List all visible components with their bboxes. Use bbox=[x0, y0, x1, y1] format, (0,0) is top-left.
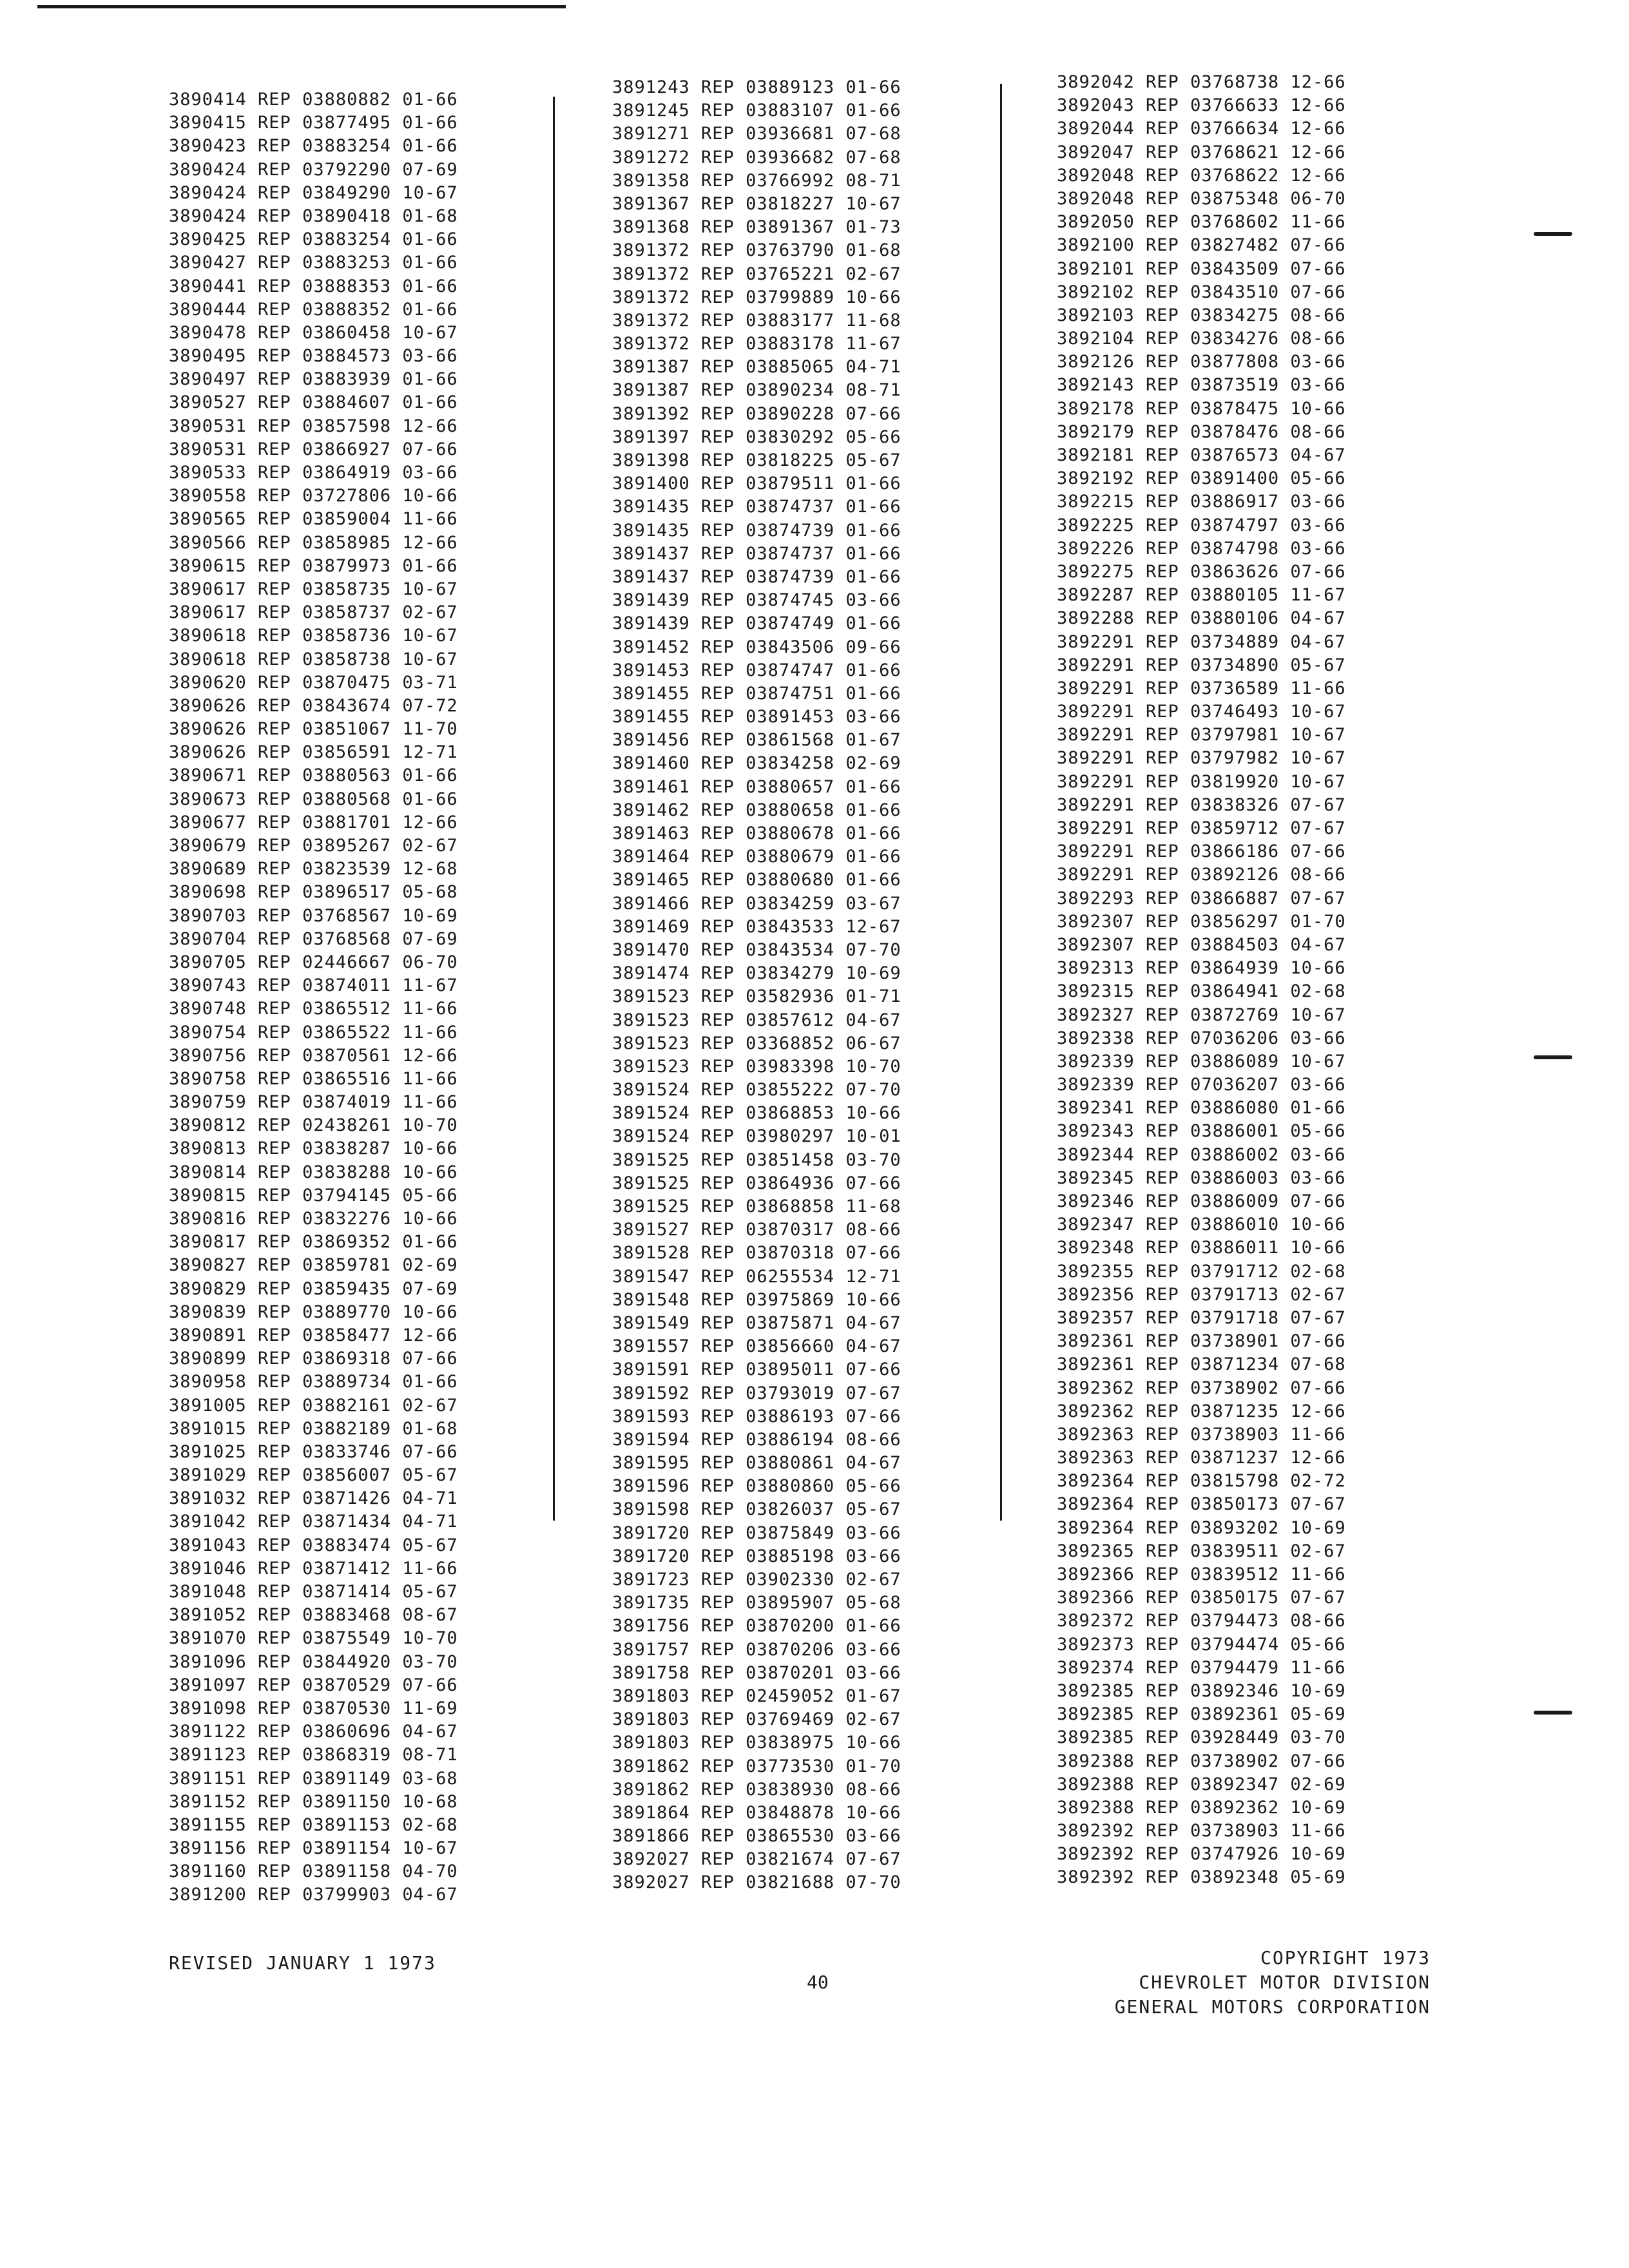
part-entry: 3892366 REP 03850175 07-67 bbox=[1057, 1588, 1346, 1608]
corporation-line: GENERAL MOTORS CORPORATION bbox=[1114, 1996, 1431, 2017]
part-entry: 3892388 REP 03892347 02-69 bbox=[1057, 1774, 1346, 1794]
part-entry: 3892345 REP 03886003 03-66 bbox=[1057, 1168, 1346, 1188]
part-entry: 3891437 REP 03874737 01-66 bbox=[612, 543, 901, 564]
part-entry: 3892365 REP 03839511 02-67 bbox=[1057, 1541, 1346, 1561]
part-entry: 3891400 REP 03879511 01-66 bbox=[612, 474, 901, 494]
part-entry: 3892215 REP 03886917 03-66 bbox=[1057, 492, 1346, 512]
part-entry: 3890704 REP 03768568 07-69 bbox=[169, 928, 458, 949]
part-entry: 3890817 REP 03869352 01-66 bbox=[169, 1232, 458, 1253]
part-entry: 3891524 REP 03980297 10-01 bbox=[612, 1126, 901, 1147]
part-entry: 3892044 REP 03766634 12-66 bbox=[1057, 119, 1346, 139]
part-entry: 3890424 REP 03849290 10-67 bbox=[169, 182, 458, 203]
edge-mark bbox=[1534, 232, 1572, 236]
part-entry: 3891122 REP 03860696 04-67 bbox=[169, 1722, 458, 1742]
part-entry: 3891152 REP 03891150 10-68 bbox=[169, 1791, 458, 1812]
part-entry: 3892363 REP 03738903 11-66 bbox=[1057, 1424, 1346, 1445]
part-entry: 3891435 REP 03874739 01-66 bbox=[612, 520, 901, 541]
part-entry: 3890743 REP 03874011 11-67 bbox=[169, 975, 458, 996]
part-entry: 3891435 REP 03874737 01-66 bbox=[612, 497, 901, 517]
part-entry: 3891097 REP 03870529 07-66 bbox=[169, 1675, 458, 1695]
part-entry: 3892356 REP 03791713 02-67 bbox=[1057, 1284, 1346, 1305]
division-line: CHEVROLET MOTOR DIVISION bbox=[1139, 1972, 1431, 1993]
part-entry: 3892392 REP 03747926 10-69 bbox=[1057, 1844, 1346, 1865]
part-entry: 3892339 REP 03886089 10-67 bbox=[1057, 1051, 1346, 1072]
part-entry: 3892291 REP 03734890 05-67 bbox=[1057, 655, 1346, 675]
part-entry: 3891070 REP 03875549 10-70 bbox=[169, 1628, 458, 1649]
copyright-line: COPYRIGHT 1973 bbox=[1260, 1947, 1431, 1968]
part-entry: 3892364 REP 03815798 02-72 bbox=[1057, 1471, 1346, 1492]
part-entry: 3891043 REP 03883474 05-67 bbox=[169, 1535, 458, 1555]
part-entry: 3892348 REP 03886011 10-66 bbox=[1057, 1238, 1346, 1258]
part-entry: 3892372 REP 03794473 08-66 bbox=[1057, 1611, 1346, 1631]
part-entry: 3892385 REP 03892361 05-69 bbox=[1057, 1704, 1346, 1725]
part-entry: 3892363 REP 03871237 12-66 bbox=[1057, 1448, 1346, 1468]
part-entry: 3892388 REP 03892362 10-69 bbox=[1057, 1797, 1346, 1818]
part-entry: 3892291 REP 03819920 10-67 bbox=[1057, 771, 1346, 792]
part-entry: 3892048 REP 03768622 12-66 bbox=[1057, 165, 1346, 186]
part-entry: 3891862 REP 03838930 08-66 bbox=[612, 1779, 901, 1800]
part-entry: 3890533 REP 03864919 03-66 bbox=[169, 463, 458, 483]
part-entry: 3890754 REP 03865522 11-66 bbox=[169, 1022, 458, 1043]
part-entry: 3891756 REP 03870200 01-66 bbox=[612, 1616, 901, 1637]
part-entry: 3891720 REP 03875849 03-66 bbox=[612, 1523, 901, 1543]
part-entry: 3891387 REP 03890234 08-71 bbox=[612, 380, 901, 401]
part-entry: 3891456 REP 03861568 01-67 bbox=[612, 730, 901, 751]
part-entry: 3892050 REP 03768602 11-66 bbox=[1057, 212, 1346, 233]
part-entry: 3890705 REP 02446667 06-70 bbox=[169, 952, 458, 972]
part-entry: 3892181 REP 03876573 04-67 bbox=[1057, 445, 1346, 465]
part-entry: 3892364 REP 03893202 10-69 bbox=[1057, 1517, 1346, 1538]
part-entry: 3891032 REP 03871426 04-71 bbox=[169, 1488, 458, 1509]
part-entry: 3891052 REP 03883468 08-67 bbox=[169, 1605, 458, 1626]
part-entry: 3892327 REP 03872769 10-67 bbox=[1057, 1004, 1346, 1025]
part-entry: 3890677 REP 03881701 12-66 bbox=[169, 812, 458, 832]
part-entry: 3891025 REP 03833746 07-66 bbox=[169, 1441, 458, 1462]
part-entry: 3891372 REP 03883178 11-67 bbox=[612, 334, 901, 354]
part-entry: 3891272 REP 03936682 07-68 bbox=[612, 147, 901, 168]
part-entry: 3891463 REP 03880678 01-66 bbox=[612, 823, 901, 843]
part-entry: 3891098 REP 03870530 11-69 bbox=[169, 1698, 458, 1718]
part-entry: 3891452 REP 03843506 09-66 bbox=[612, 637, 901, 657]
part-entry: 3890424 REP 03890418 01-68 bbox=[169, 206, 458, 226]
part-entry: 3890626 REP 03851067 11-70 bbox=[169, 719, 458, 740]
part-entry: 3892293 REP 03866887 07-67 bbox=[1057, 888, 1346, 908]
part-entry: 3891803 REP 03838975 10-66 bbox=[612, 1733, 901, 1753]
part-entry: 3891048 REP 03871414 05-67 bbox=[169, 1582, 458, 1602]
part-entry: 3891803 REP 02459052 01-67 bbox=[612, 1686, 901, 1706]
part-entry: 3892373 REP 03794474 05-66 bbox=[1057, 1634, 1346, 1655]
part-entry: 3891524 REP 03855222 07-70 bbox=[612, 1080, 901, 1100]
part-entry: 3891245 REP 03883107 01-66 bbox=[612, 101, 901, 121]
part-entry: 3892364 REP 03850173 07-67 bbox=[1057, 1494, 1346, 1515]
part-entry: 3890827 REP 03859781 02-69 bbox=[169, 1255, 458, 1276]
part-entry: 3892291 REP 03866186 07-66 bbox=[1057, 841, 1346, 862]
part-entry: 3890558 REP 03727806 10-66 bbox=[169, 486, 458, 506]
part-entry: 3890424 REP 03792290 07-69 bbox=[169, 159, 458, 180]
part-entry: 3891367 REP 03818227 10-67 bbox=[612, 193, 901, 214]
part-entry: 3890812 REP 02438261 10-70 bbox=[169, 1115, 458, 1136]
part-entry: 3892287 REP 03880105 11-67 bbox=[1057, 585, 1346, 606]
part-entry: 3891096 REP 03844920 03-70 bbox=[169, 1651, 458, 1672]
part-entry: 3890531 REP 03866927 07-66 bbox=[169, 439, 458, 459]
part-entry: 3891387 REP 03885065 04-71 bbox=[612, 357, 901, 378]
part-entry: 3890444 REP 03888352 01-66 bbox=[169, 299, 458, 320]
part-entry: 3891523 REP 03582936 01-71 bbox=[612, 986, 901, 1007]
part-entry: 3892042 REP 03768738 12-66 bbox=[1057, 72, 1346, 92]
part-entry: 3890423 REP 03883254 01-66 bbox=[169, 136, 458, 157]
part-entry: 3892307 REP 03884503 04-67 bbox=[1057, 934, 1346, 955]
part-entry: 3890620 REP 03870475 03-71 bbox=[169, 672, 458, 693]
part-entry: 3890815 REP 03794145 05-66 bbox=[169, 1185, 458, 1206]
part-entry: 3892313 REP 03864939 10-66 bbox=[1057, 958, 1346, 979]
part-entry: 3891525 REP 03864936 07-66 bbox=[612, 1173, 901, 1193]
part-entry: 3892288 REP 03880106 04-67 bbox=[1057, 608, 1346, 629]
part-entry: 3892103 REP 03834275 08-66 bbox=[1057, 305, 1346, 325]
edge-mark bbox=[1534, 1055, 1572, 1059]
part-entry: 3890495 REP 03884573 03-66 bbox=[169, 346, 458, 367]
part-entry: 3891591 REP 03895011 07-66 bbox=[612, 1360, 901, 1380]
part-entry: 3891803 REP 03769469 02-67 bbox=[612, 1709, 901, 1730]
part-entry: 3890748 REP 03865512 11-66 bbox=[169, 999, 458, 1019]
page-number: 40 bbox=[807, 1972, 829, 1993]
part-entry: 3891723 REP 03902330 02-67 bbox=[612, 1570, 901, 1590]
part-entry: 3892355 REP 03791712 02-68 bbox=[1057, 1261, 1346, 1282]
part-entry: 3891123 REP 03868319 08-71 bbox=[169, 1745, 458, 1765]
part-entry: 3891271 REP 03936681 07-68 bbox=[612, 124, 901, 144]
part-entry: 3890814 REP 03838288 10-66 bbox=[169, 1162, 458, 1182]
part-entry: 3890478 REP 03860458 10-67 bbox=[169, 322, 458, 343]
part-entry: 3890891 REP 03858477 12-66 bbox=[169, 1325, 458, 1345]
part-entry: 3891595 REP 03880861 04-67 bbox=[612, 1453, 901, 1474]
part-entry: 3892275 REP 03863626 07-66 bbox=[1057, 561, 1346, 582]
part-entry: 3892291 REP 03797982 10-67 bbox=[1057, 748, 1346, 769]
part-entry: 3892291 REP 03797981 10-67 bbox=[1057, 725, 1346, 745]
part-entry: 3891594 REP 03886194 08-66 bbox=[612, 1429, 901, 1450]
part-entry: 3891368 REP 03891367 01-73 bbox=[612, 217, 901, 238]
part-entry: 3891593 REP 03886193 07-66 bbox=[612, 1406, 901, 1427]
part-entry: 3892338 REP 07036206 03-66 bbox=[1057, 1028, 1346, 1048]
part-entry: 3891864 REP 03848878 10-66 bbox=[612, 1802, 901, 1823]
part-entry: 3890626 REP 03856591 12-71 bbox=[169, 742, 458, 763]
part-entry: 3890414 REP 03880882 01-66 bbox=[169, 90, 458, 110]
part-entry: 3891465 REP 03880680 01-66 bbox=[612, 870, 901, 890]
part-entry: 3891358 REP 03766992 08-71 bbox=[612, 170, 901, 191]
part-entry: 3890618 REP 03858736 10-67 bbox=[169, 626, 458, 646]
part-entry: 3890427 REP 03883253 01-66 bbox=[169, 253, 458, 273]
part-entry: 3891392 REP 03890228 07-66 bbox=[612, 403, 901, 424]
part-entry: 3891735 REP 03895907 05-68 bbox=[612, 1593, 901, 1613]
part-entry: 3891160 REP 03891158 04-70 bbox=[169, 1861, 458, 1882]
part-entry: 3891549 REP 03875871 04-67 bbox=[612, 1312, 901, 1333]
part-entry: 3891592 REP 03793019 07-67 bbox=[612, 1383, 901, 1403]
part-entry: 3890565 REP 03859004 11-66 bbox=[169, 509, 458, 530]
part-entry: 3891757 REP 03870206 03-66 bbox=[612, 1639, 901, 1660]
part-entry: 3892388 REP 03738902 07-66 bbox=[1057, 1751, 1346, 1771]
part-entry: 3890615 REP 03879973 01-66 bbox=[169, 555, 458, 576]
part-entry: 3891862 REP 03773530 01-70 bbox=[612, 1756, 901, 1776]
revision-date: REVISED JANUARY 1 1973 bbox=[169, 1952, 436, 1974]
part-entry: 3890679 REP 03895267 02-67 bbox=[169, 836, 458, 856]
part-entry: 3891470 REP 03843534 07-70 bbox=[612, 939, 901, 960]
part-entry: 3892385 REP 03928449 03-70 bbox=[1057, 1727, 1346, 1748]
part-entry: 3892226 REP 03874798 03-66 bbox=[1057, 538, 1346, 559]
part-entry: 3890698 REP 03896517 05-68 bbox=[169, 882, 458, 903]
part-entry: 3892043 REP 03766633 12-66 bbox=[1057, 95, 1346, 116]
part-entry: 3891439 REP 03874745 03-66 bbox=[612, 590, 901, 611]
part-entry: 3892100 REP 03827482 07-66 bbox=[1057, 235, 1346, 256]
part-entry: 3890703 REP 03768567 10-69 bbox=[169, 905, 458, 926]
part-entry: 3892178 REP 03878475 10-66 bbox=[1057, 398, 1346, 419]
part-entry: 3892126 REP 03877808 03-66 bbox=[1057, 352, 1346, 372]
part-entry: 3891372 REP 03763790 01-68 bbox=[612, 240, 901, 261]
part-entry: 3891372 REP 03883177 11-68 bbox=[612, 310, 901, 331]
part-entry: 3891524 REP 03868853 10-66 bbox=[612, 1103, 901, 1124]
part-entry: 3890839 REP 03889770 10-66 bbox=[169, 1302, 458, 1322]
part-entry: 3891466 REP 03834259 03-67 bbox=[612, 893, 901, 914]
part-entry: 3890756 REP 03870561 12-66 bbox=[169, 1045, 458, 1066]
part-entry: 3892307 REP 03856297 01-70 bbox=[1057, 911, 1346, 932]
copyright-block bbox=[1115, 1946, 1431, 2019]
part-entry: 3891029 REP 03856007 05-67 bbox=[169, 1465, 458, 1486]
part-entry: 3892143 REP 03873519 03-66 bbox=[1057, 375, 1346, 396]
part-entry: 3891042 REP 03871434 04-71 bbox=[169, 1512, 458, 1532]
part-entry: 3892291 REP 03746493 10-67 bbox=[1057, 702, 1346, 722]
part-entry: 3892361 REP 03738901 07-66 bbox=[1057, 1331, 1346, 1352]
part-entry: 3890899 REP 03869318 07-66 bbox=[169, 1349, 458, 1369]
edge-mark bbox=[1534, 1711, 1572, 1715]
part-entry: 3891455 REP 03874751 01-66 bbox=[612, 683, 901, 704]
part-entry: 3891527 REP 03870317 08-66 bbox=[612, 1220, 901, 1240]
parts-column-1 bbox=[169, 88, 458, 1907]
part-entry: 3891155 REP 03891153 02-68 bbox=[169, 1814, 458, 1835]
part-entry: 3892385 REP 03892346 10-69 bbox=[1057, 1680, 1346, 1701]
part-entry: 3892291 REP 03892126 08-66 bbox=[1057, 865, 1346, 885]
part-entry: 3891469 REP 03843533 12-67 bbox=[612, 916, 901, 937]
part-entry: 3892291 REP 03734889 04-67 bbox=[1057, 631, 1346, 652]
part-entry: 3891015 REP 03882189 01-68 bbox=[169, 1418, 458, 1439]
part-entry: 3891720 REP 03885198 03-66 bbox=[612, 1546, 901, 1566]
part-entry: 3892346 REP 03886009 07-66 bbox=[1057, 1191, 1346, 1211]
part-entry: 3891548 REP 03975869 10-66 bbox=[612, 1289, 901, 1310]
part-entry: 3890813 REP 03838287 10-66 bbox=[169, 1139, 458, 1159]
part-entry: 3891156 REP 03891154 10-67 bbox=[169, 1838, 458, 1859]
part-entry: 3891372 REP 03765221 02-67 bbox=[612, 264, 901, 284]
part-entry: 3890689 REP 03823539 12-68 bbox=[169, 859, 458, 879]
part-entry: 3891453 REP 03874747 01-66 bbox=[612, 660, 901, 680]
part-entry: 3892027 REP 03821674 07-67 bbox=[612, 1849, 901, 1870]
part-entry: 3891243 REP 03889123 01-66 bbox=[612, 77, 901, 97]
part-entry: 3891397 REP 03830292 05-66 bbox=[612, 427, 901, 447]
column-divider-1 bbox=[553, 97, 555, 1521]
part-entry: 3892291 REP 03736589 11-66 bbox=[1057, 678, 1346, 698]
part-entry: 3892192 REP 03891400 05-66 bbox=[1057, 468, 1346, 489]
parts-column-3 bbox=[1057, 71, 1346, 1890]
part-entry: 3891523 REP 03857612 04-67 bbox=[612, 1010, 901, 1030]
part-entry: 3892357 REP 03791718 07-67 bbox=[1057, 1307, 1346, 1328]
part-entry: 3892362 REP 03871235 12-66 bbox=[1057, 1401, 1346, 1421]
part-entry: 3891758 REP 03870201 03-66 bbox=[612, 1662, 901, 1683]
part-entry: 3890425 REP 03883254 01-66 bbox=[169, 229, 458, 250]
part-entry: 3890531 REP 03857598 12-66 bbox=[169, 416, 458, 436]
part-entry: 3892392 REP 03892348 05-69 bbox=[1057, 1867, 1346, 1888]
column-divider-2 bbox=[1000, 84, 1002, 1521]
part-entry: 3890617 REP 03858735 10-67 bbox=[169, 579, 458, 599]
part-entry: 3891523 REP 03368852 06-67 bbox=[612, 1033, 901, 1053]
part-entry: 3891866 REP 03865530 03-66 bbox=[612, 1826, 901, 1847]
part-entry: 3890758 REP 03865516 11-66 bbox=[169, 1068, 458, 1089]
part-entry: 3890617 REP 03858737 02-67 bbox=[169, 602, 458, 623]
part-entry: 3890415 REP 03877495 01-66 bbox=[169, 113, 458, 133]
part-entry: 3890673 REP 03880568 01-66 bbox=[169, 789, 458, 809]
part-entry: 3892341 REP 03886080 01-66 bbox=[1057, 1098, 1346, 1119]
part-entry: 3892047 REP 03768621 12-66 bbox=[1057, 142, 1346, 162]
part-entry: 3891398 REP 03818225 05-67 bbox=[612, 450, 901, 470]
part-entry: 3890626 REP 03843674 07-72 bbox=[169, 695, 458, 716]
part-entry: 3891523 REP 03983398 10-70 bbox=[612, 1056, 901, 1077]
part-entry: 3891372 REP 03799889 10-66 bbox=[612, 287, 901, 307]
part-entry: 3890497 REP 03883939 01-66 bbox=[169, 369, 458, 390]
part-entry: 3892361 REP 03871234 07-68 bbox=[1057, 1354, 1346, 1375]
part-entry: 3891525 REP 03851458 03-70 bbox=[612, 1149, 901, 1170]
part-entry: 3890759 REP 03874019 11-66 bbox=[169, 1092, 458, 1113]
part-entry: 3890829 REP 03859435 07-69 bbox=[169, 1278, 458, 1299]
part-entry: 3891437 REP 03874739 01-66 bbox=[612, 566, 901, 587]
part-entry: 3892027 REP 03821688 07-70 bbox=[612, 1872, 901, 1893]
part-entry: 3891528 REP 03870318 07-66 bbox=[612, 1243, 901, 1264]
part-entry: 3892291 REP 03838326 07-67 bbox=[1057, 794, 1346, 815]
part-entry: 3891547 REP 06255534 12-71 bbox=[612, 1266, 901, 1287]
part-entry: 3892374 REP 03794479 11-66 bbox=[1057, 1657, 1346, 1678]
part-entry: 3892315 REP 03864941 02-68 bbox=[1057, 981, 1346, 1002]
part-entry: 3892179 REP 03878476 08-66 bbox=[1057, 421, 1346, 442]
part-entry: 3892344 REP 03886002 03-66 bbox=[1057, 1144, 1346, 1165]
part-entry: 3892291 REP 03859712 07-67 bbox=[1057, 818, 1346, 838]
part-entry: 3891596 REP 03880860 05-66 bbox=[612, 1476, 901, 1497]
part-entry: 3892225 REP 03874797 03-66 bbox=[1057, 515, 1346, 535]
part-entry: 3892347 REP 03886010 10-66 bbox=[1057, 1215, 1346, 1235]
part-entry: 3891200 REP 03799903 04-67 bbox=[169, 1885, 458, 1905]
part-entry: 3891439 REP 03874749 01-66 bbox=[612, 613, 901, 634]
part-entry: 3890441 REP 03888353 01-66 bbox=[169, 276, 458, 296]
part-entry: 3890566 REP 03858985 12-66 bbox=[169, 532, 458, 553]
top-rule bbox=[37, 5, 566, 8]
part-entry: 3891460 REP 03834258 02-69 bbox=[612, 753, 901, 774]
part-entry: 3890816 REP 03832276 10-66 bbox=[169, 1209, 458, 1229]
part-entry: 3891455 REP 03891453 03-66 bbox=[612, 707, 901, 727]
part-entry: 3892343 REP 03886001 05-66 bbox=[1057, 1121, 1346, 1142]
part-entry: 3890671 REP 03880563 01-66 bbox=[169, 765, 458, 786]
part-entry: 3891462 REP 03880658 01-66 bbox=[612, 800, 901, 820]
part-entry: 3890618 REP 03858738 10-67 bbox=[169, 649, 458, 669]
part-entry: 3891557 REP 03856660 04-67 bbox=[612, 1336, 901, 1357]
part-entry: 3891046 REP 03871412 11-66 bbox=[169, 1558, 458, 1579]
part-entry: 3890527 REP 03884607 01-66 bbox=[169, 392, 458, 413]
part-entry: 3891474 REP 03834279 10-69 bbox=[612, 963, 901, 984]
part-entry: 3892366 REP 03839512 11-66 bbox=[1057, 1564, 1346, 1584]
part-entry: 3892102 REP 03843510 07-66 bbox=[1057, 282, 1346, 302]
part-entry: 3891464 REP 03880679 01-66 bbox=[612, 847, 901, 867]
part-entry: 3892104 REP 03834276 08-66 bbox=[1057, 329, 1346, 349]
part-entry: 3892101 REP 03843509 07-66 bbox=[1057, 258, 1346, 279]
part-entry: 3891005 REP 03882161 02-67 bbox=[169, 1395, 458, 1416]
parts-column-2 bbox=[612, 76, 901, 1895]
part-entry: 3892392 REP 03738903 11-66 bbox=[1057, 1821, 1346, 1841]
part-entry: 3891598 REP 03826037 05-67 bbox=[612, 1499, 901, 1520]
part-entry: 3892048 REP 03875348 06-70 bbox=[1057, 188, 1346, 209]
part-entry: 3891151 REP 03891149 03-68 bbox=[169, 1768, 458, 1789]
part-entry: 3890958 REP 03889734 01-66 bbox=[169, 1372, 458, 1392]
part-entry: 3891525 REP 03868858 11-68 bbox=[612, 1196, 901, 1216]
part-entry: 3891461 REP 03880657 01-66 bbox=[612, 776, 901, 797]
part-entry: 3892339 REP 07036207 03-66 bbox=[1057, 1075, 1346, 1095]
part-entry: 3892362 REP 03738902 07-66 bbox=[1057, 1378, 1346, 1398]
